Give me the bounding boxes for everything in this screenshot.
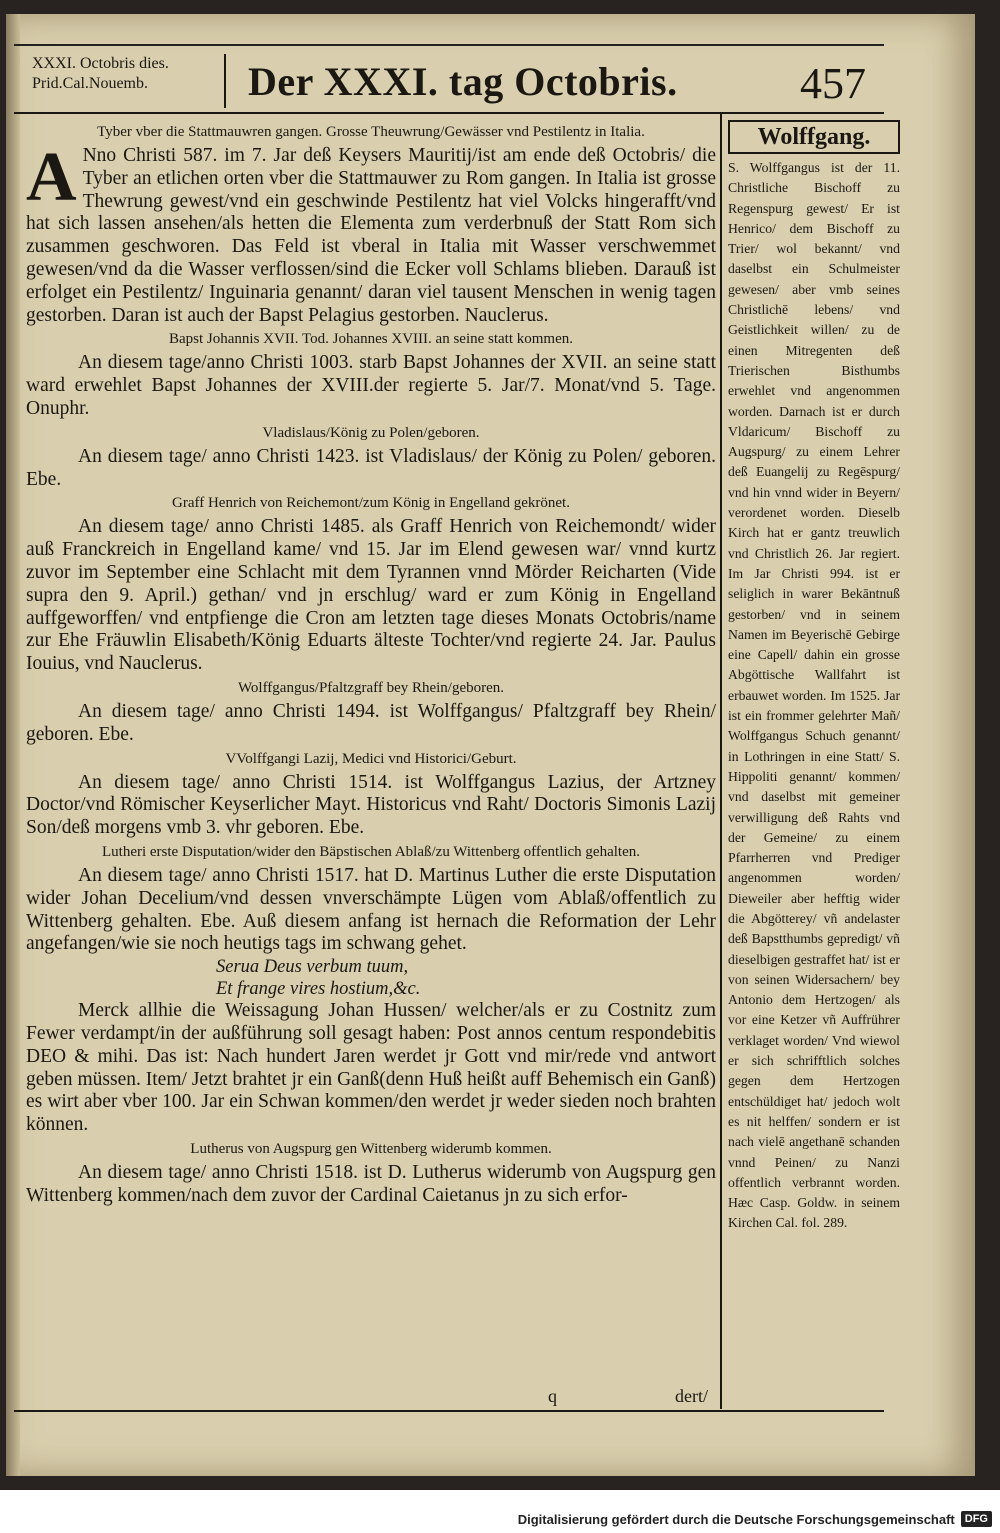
credit-text: Digitalisierung gefördert durch die Deutsche Forschungsgemeinschaft [517,1511,955,1527]
catchword: dert/ [675,1386,708,1406]
section-paragraph: An diesem tage/ anno Christi 1517. hat D. Martinus Luther die erste Disputation wider Johan Decelium/vnd dessen vnverschämpte Lügen vom Ablaß/offentlich zu Wittenberg gehalten. Ebe. Auß diesem anfang ist hernach die Reformation der Lehr angefangen/wie sie noch heutigs tags im schwang gehet. [26,864,716,955]
section-paragraph: Merck allhie die Weissagung Johan Hussen/ welcher/als er zu Costnitz zum Fewer verdampt/in der außführung soll gesagt haben: Post annos centum respondebitis DEO & mihi. Das ist: Nach hundert Jaren werdet jr Gott vnd mir/rede vnd antwort geben müssen. Item/ Jetzt brahtet jr ein Ganß(denn Huß heißt auff Behemisch ein Ganß) es wirt aber vber 100. Jar ein Schwan kommen/den werdet jr weder sieden noch brahten können. [26,1000,716,1136]
column-divider [720,114,722,1409]
section-paragraph: An diesem tage/ anno Christi 1518. ist D. Lutherus widerumb von Augspurg gen Wittenberg kommen/nach dem zuvor der Cardinal Caietanus jn zu sich erfor- [26,1161,716,1206]
section-heading: Tyber vber die Stattmauwren gangen. Grosse Theuwrung/Gewässer vnd Pestilentz in Italia. [97,124,645,140]
top-rule [14,44,884,46]
header-divider [224,54,226,108]
main-column [26,120,716,1207]
header-date-line2: Prid.Cal.Nouemb. [32,75,148,92]
section-paragraph: An diesem tage/ anno Christi 1485. als Graff Henrich von Reichemondt/ wider auß Franckreich in Engelland kame/ vnd 15. Jar im Elend gewesen war/ vnnd kurtz zuvor im September eine Schlacht mit dem Tyrannen vnnd Mörder Reicharten (Vide supra den 9. April.) gethan/ vnd jn erschlug/ ward er zum König in Engelland auffgeworffen/ vnd entpfienge die Cron am letzten tage dieses Monats Octobris/name zur Ehe Fräuwlin Elisabeth/König Eduarts älteste Tochter/vnd regierte 24. Jar. Paulus Iouius, vnd Nauclerus. [26,516,716,675]
latin-verse-line: Et frange vires hostium,&c. [216,979,421,1000]
section-heading: Wolffgangus/Pfaltzgraff bey Rhein/geboren. [237,679,505,696]
header-rule [14,112,884,114]
side-text: S. Wolffgangus ist der 11. Christliche Bischoff zu Regenspurg gewest/ Er ist Henrico/ dem Bischoff zu Trier/ wol bekannt/ vnd daselbst ein Schulmeister gewesen/ aber vmb seines Christlichē lebens/ vnd Geistlichkeit willen/ zu de einen Mitregenten deß Trierischen Bisthumbs erwehlet vnd angenommen worden. Darnach ist er durch Vldaricum/ Bischoff zu Augspurg/ zu einem Lehrer deß Euangelij zu Regēspurg/ vnd hin vnnd wider in Beyern/ verordenet worden. Dieselb Kirch hat er gantz treuwlich vnd Christlich 26. Jar regiert. Im Jar Christi 994. ist er seliglich in warer Bekāntnuß gestorben/ vnd in seinem Namen im Beyerischē Gebirge eine Capell/ dahin ein grosse Abgöttische Wallfahrt ist erbauwet worden. Im 1525. Jar ist ein frommer gelehrter Mañ/ Wolffgangus Schuch genannt/ in Lothringen in eine Statt/ S. Hippoliti genannt/ kommen/ vnd daselbst mit gemeiner verwilligung deß Rahts vnd der Gemeine/ zu einem Pfarrherren vnd Prediger angenommen worden/ Dieweiler aber hefftig wider die Abgötterey/ vñ andelaster deß Bapstthumbs gepredigt/ vñ dieselbigen gestraffet hat/ ist er von seinen Widersachern/ bey Antonio dem Hertzogen/ als vor eine Ketzer vñ Auffrührer verklaget worden/ Vnd wiewol er sich schrifftlich solches gegen dem Hertzogen entschüldiget hat/ jedoch wolt es nit helffen/ sondern er ist nach vielē angethanē schanden vnnd Peinen/ zu Nanzi offentlich verbrannt worden. Hæc Casp. Goldw. in seinem Kirchen Cal. fol. 289. [728,160,900,1231]
section-heading: Bapst Johannis XVII. Tod. Johannes XVIII. an seine statt kommen. [168,331,574,348]
page-title: Der XXXI. tag Octobris. [248,59,678,104]
dfg-logo: DFG [961,1511,992,1527]
section-heading: Vladislaus/König zu Polen/geboren. [262,424,480,441]
section-heading: Lutherus von Augspurg gen Wittenberg widerumb kommen. [190,1140,552,1157]
side-title: Wolffgang. [728,120,900,154]
drop-initial: A [26,139,77,216]
side-column [728,120,900,1234]
section-text: Nno Christi 587. im 7. Jar deß Keysers Mauritij/ist am ende deß Octobris/ die Tyber an etlichen orten vber die Stattmauwer zu Rom gangen. In Italia ist grosse Thewrung gewest/vnd ein geschwinde Pestilentz hat viel Volcks hingerafft/vnd hat sich lassen ansehen/als hetten die Elementa zum verderbnuß der Statt Rom sich zusammen geschworen. Das Feld ist vberal in Italia mit Wasser verschwemmet gewesen/vnd da die Wasser verflossen/sind die Ecker voll Schlams blieben. Darauß ist erfolget ein Pestilentz/ Inguinaria genannt/ daran viel tausent Menschen in wenig tagen gestorben. Daran ist auch der Bapst Pelagius gestorben. Nauclerus. [26,145,716,326]
header-date-line1: XXXI. Octobris dies. [32,55,169,72]
section-paragraph: An diesem tage/ anno Christi 1514. ist Wolffgangus Lazius, der Artzney Doctor/vnd Römischer Keyserlicher Mayt. Historicus vnd Raht/ Doctoris Simonis Lazij Son/deß morgens vmb 3. vhr geboren. Ebe. [26,771,716,839]
bottom-rule [14,1410,884,1412]
section-paragraph: An diesem tage/anno Christi 1003. starb Bapst Johannes der XVII. an seine statt ward erwehlet Bapst Johannes der XVIII.der regierte 5. Jar/7. Monat/vnd 5. Tage. Onuphr. [26,352,716,419]
page-number: 457 [800,59,866,108]
digitization-credit [518,1511,992,1527]
section-paragraph: An diesem tage/ anno Christi 1423. ist Vladislaus/ der König zu Polen/ geboren. Ebe. [26,445,716,490]
section-paragraph [26,139,716,327]
section-heading: VVolffgangi Lazij, Medici vnd Historici/Geburt. [225,750,517,767]
page-gutter [6,14,20,1476]
section-heading: Lutheri erste Disputation/wider den Bäpstischen Ablaß/zu Wittenberg offentlich gehalten. [101,843,640,860]
section-heading: Graff Henrich von Reichemont/zum König in Engelland gekrönet. [172,495,570,512]
section-paragraph: An diesem tage/ anno Christi 1494. ist Wolffgangus/ Pfaltzgraff bey Rhein/ geboren. Ebe. [26,700,716,745]
latin-verse-line: Serua Deus verbum tuum, [216,957,409,978]
header-date-note [32,54,169,94]
signature-mark: q [548,1386,557,1406]
